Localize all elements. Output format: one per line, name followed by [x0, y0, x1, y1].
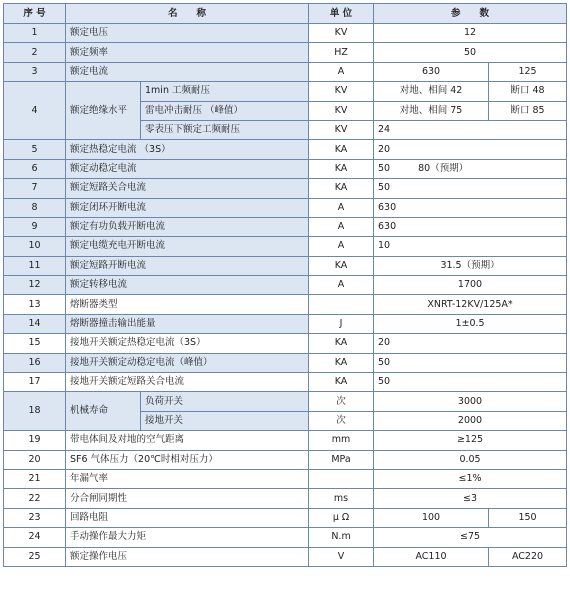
table-row	[4, 140, 567, 159]
table-row	[4, 489, 567, 508]
row-no: 3	[4, 62, 66, 81]
row-name: 额定闭环开断电流	[66, 198, 309, 217]
row-no: 11	[4, 256, 66, 275]
row-subname: 1min 工频耐压	[141, 82, 309, 101]
row-unit: KA	[309, 159, 374, 178]
row-value: 0.05	[374, 450, 567, 469]
row-value: 31.5（预期）	[374, 256, 567, 275]
table-row	[4, 547, 567, 566]
row-value-2: 125	[489, 62, 567, 81]
row-name: 额定转移电流	[66, 276, 309, 295]
row-value-1: 对地、相间 75	[374, 101, 489, 120]
row-value: 24	[374, 120, 567, 139]
table-row	[4, 392, 567, 411]
row-name: 回路电阻	[66, 508, 309, 527]
row-name: 额定有功负载开断电流	[66, 217, 309, 236]
row-unit: KA	[309, 140, 374, 159]
row-unit: μ Ω	[309, 508, 374, 527]
row-name: 额定短路开断电流	[66, 256, 309, 275]
row-value-2: 断口 48	[489, 82, 567, 101]
row-name: 机械寿命	[66, 392, 141, 431]
row-name: 接地开关额定热稳定电流（3S）	[66, 334, 309, 353]
row-no: 5	[4, 140, 66, 159]
row-no: 24	[4, 528, 66, 547]
table-row	[4, 82, 567, 101]
header-params: 参 数	[374, 4, 567, 24]
row-name: 额定电压	[66, 24, 309, 43]
row-unit: ms	[309, 489, 374, 508]
row-unit: KV	[309, 82, 374, 101]
table-row	[4, 334, 567, 353]
table-row	[4, 43, 567, 62]
row-no: 20	[4, 450, 66, 469]
row-name: 年漏气率	[66, 469, 309, 488]
row-no: 18	[4, 392, 66, 431]
row-unit: J	[309, 314, 374, 333]
row-value: XNRT-12KV/125A*	[374, 295, 567, 314]
row-unit: 次	[309, 392, 374, 411]
table-row	[4, 159, 567, 178]
row-unit: mm	[309, 431, 374, 450]
row-unit: KA	[309, 256, 374, 275]
table-row	[4, 179, 567, 198]
row-value: 2000	[374, 411, 567, 430]
row-subname: 接地开关	[141, 411, 309, 430]
row-name: 额定频率	[66, 43, 309, 62]
row-value: 50	[374, 43, 567, 62]
spec-table	[3, 3, 567, 567]
header-unit: 单 位	[309, 4, 374, 24]
row-no: 19	[4, 431, 66, 450]
table-row	[4, 62, 567, 81]
table-row	[4, 217, 567, 236]
row-value-1: 630	[374, 62, 489, 81]
row-no: 8	[4, 198, 66, 217]
row-value: ≥125	[374, 431, 567, 450]
row-unit: KA	[309, 334, 374, 353]
row-unit	[309, 469, 374, 488]
row-name: 接地开关额定短路关合电流	[66, 373, 309, 392]
row-name: 额定电流	[66, 62, 309, 81]
row-subname: 负荷开关	[141, 392, 309, 411]
row-unit	[309, 295, 374, 314]
row-name: 额定热稳定电流 （3S）	[66, 140, 309, 159]
row-name: 额定电缆充电开断电流	[66, 237, 309, 256]
row-no: 22	[4, 489, 66, 508]
row-value: ≤3	[374, 489, 567, 508]
table-row	[4, 24, 567, 43]
row-value: 10	[374, 237, 567, 256]
row-value: 630	[374, 198, 567, 217]
row-name: 带电体间及对地的空气距离	[66, 431, 309, 450]
row-unit: KV	[309, 120, 374, 139]
row-no: 10	[4, 237, 66, 256]
row-value: 1700	[374, 276, 567, 295]
row-no: 15	[4, 334, 66, 353]
row-value: 20	[374, 140, 567, 159]
row-unit: MPa	[309, 450, 374, 469]
row-value: 12	[374, 24, 567, 43]
row-value: 630	[374, 217, 567, 236]
row-no: 9	[4, 217, 66, 236]
row-value: 50	[374, 373, 567, 392]
row-no: 21	[4, 469, 66, 488]
row-unit: A	[309, 62, 374, 81]
row-value: 1±0.5	[374, 314, 567, 333]
row-value: ≤1%	[374, 469, 567, 488]
table-row	[4, 450, 567, 469]
row-value: 3000	[374, 392, 567, 411]
row-name: 额定动稳定电流	[66, 159, 309, 178]
row-subname: 雷电冲击耐压 （峰值）	[141, 101, 309, 120]
row-unit: KV	[309, 101, 374, 120]
row-value-2: AC220	[489, 547, 567, 566]
row-unit: KA	[309, 373, 374, 392]
row-value-2: 150	[489, 508, 567, 527]
row-no: 23	[4, 508, 66, 527]
row-no: 12	[4, 276, 66, 295]
row-name: 额定短路关合电流	[66, 179, 309, 198]
row-value-1: 50	[378, 162, 391, 174]
row-name: 熔断器类型	[66, 295, 309, 314]
row-name: 额定绝缘水平	[66, 82, 141, 140]
header-row	[4, 4, 567, 24]
table-row	[4, 469, 567, 488]
row-no: 7	[4, 179, 66, 198]
row-value-1: AC110	[374, 547, 489, 566]
row-unit: A	[309, 237, 374, 256]
row-unit: A	[309, 217, 374, 236]
table-row	[4, 314, 567, 333]
row-value-2: 80（预期）	[418, 162, 469, 174]
table-row	[4, 198, 567, 217]
row-unit: N.m	[309, 528, 374, 547]
row-unit: KA	[309, 179, 374, 198]
row-no: 14	[4, 314, 66, 333]
row-name: 接地开关额定动稳定电流（峰值）	[66, 353, 309, 372]
row-unit: A	[309, 198, 374, 217]
row-unit: KA	[309, 353, 374, 372]
header-no: 序 号	[4, 4, 66, 24]
table-row	[4, 295, 567, 314]
row-unit: A	[309, 276, 374, 295]
header-name: 名 称	[66, 4, 309, 24]
row-no: 16	[4, 353, 66, 372]
row-name: 分合闸同期性	[66, 489, 309, 508]
table-row	[4, 256, 567, 275]
row-no: 1	[4, 24, 66, 43]
table-row	[4, 528, 567, 547]
row-value: 50	[374, 179, 567, 198]
row-value: 20	[374, 334, 567, 353]
row-no: 4	[4, 82, 66, 140]
row-name: SF6 气体压力（20℃时相对压力）	[66, 450, 309, 469]
row-no: 13	[4, 295, 66, 314]
row-unit: V	[309, 547, 374, 566]
row-no: 17	[4, 373, 66, 392]
row-value-1: 对地、相间 42	[374, 82, 489, 101]
row-no: 2	[4, 43, 66, 62]
row-unit: KV	[309, 24, 374, 43]
row-subname: 零表压下额定工频耐压	[141, 120, 309, 139]
table-row	[4, 373, 567, 392]
row-no: 6	[4, 159, 66, 178]
table-row	[4, 353, 567, 372]
row-value: ≤75	[374, 528, 567, 547]
row-value-1: 100	[374, 508, 489, 527]
row-name: 额定操作电压	[66, 547, 309, 566]
table-row	[4, 237, 567, 256]
row-value	[374, 159, 567, 178]
row-no: 25	[4, 547, 66, 566]
row-name: 手动操作最大力矩	[66, 528, 309, 547]
row-unit: HZ	[309, 43, 374, 62]
table-row	[4, 431, 567, 450]
table-row	[4, 276, 567, 295]
row-unit: 次	[309, 411, 374, 430]
table-row	[4, 508, 567, 527]
row-name: 熔断器撞击输出能量	[66, 314, 309, 333]
row-value-2: 断口 85	[489, 101, 567, 120]
row-value: 50	[374, 353, 567, 372]
